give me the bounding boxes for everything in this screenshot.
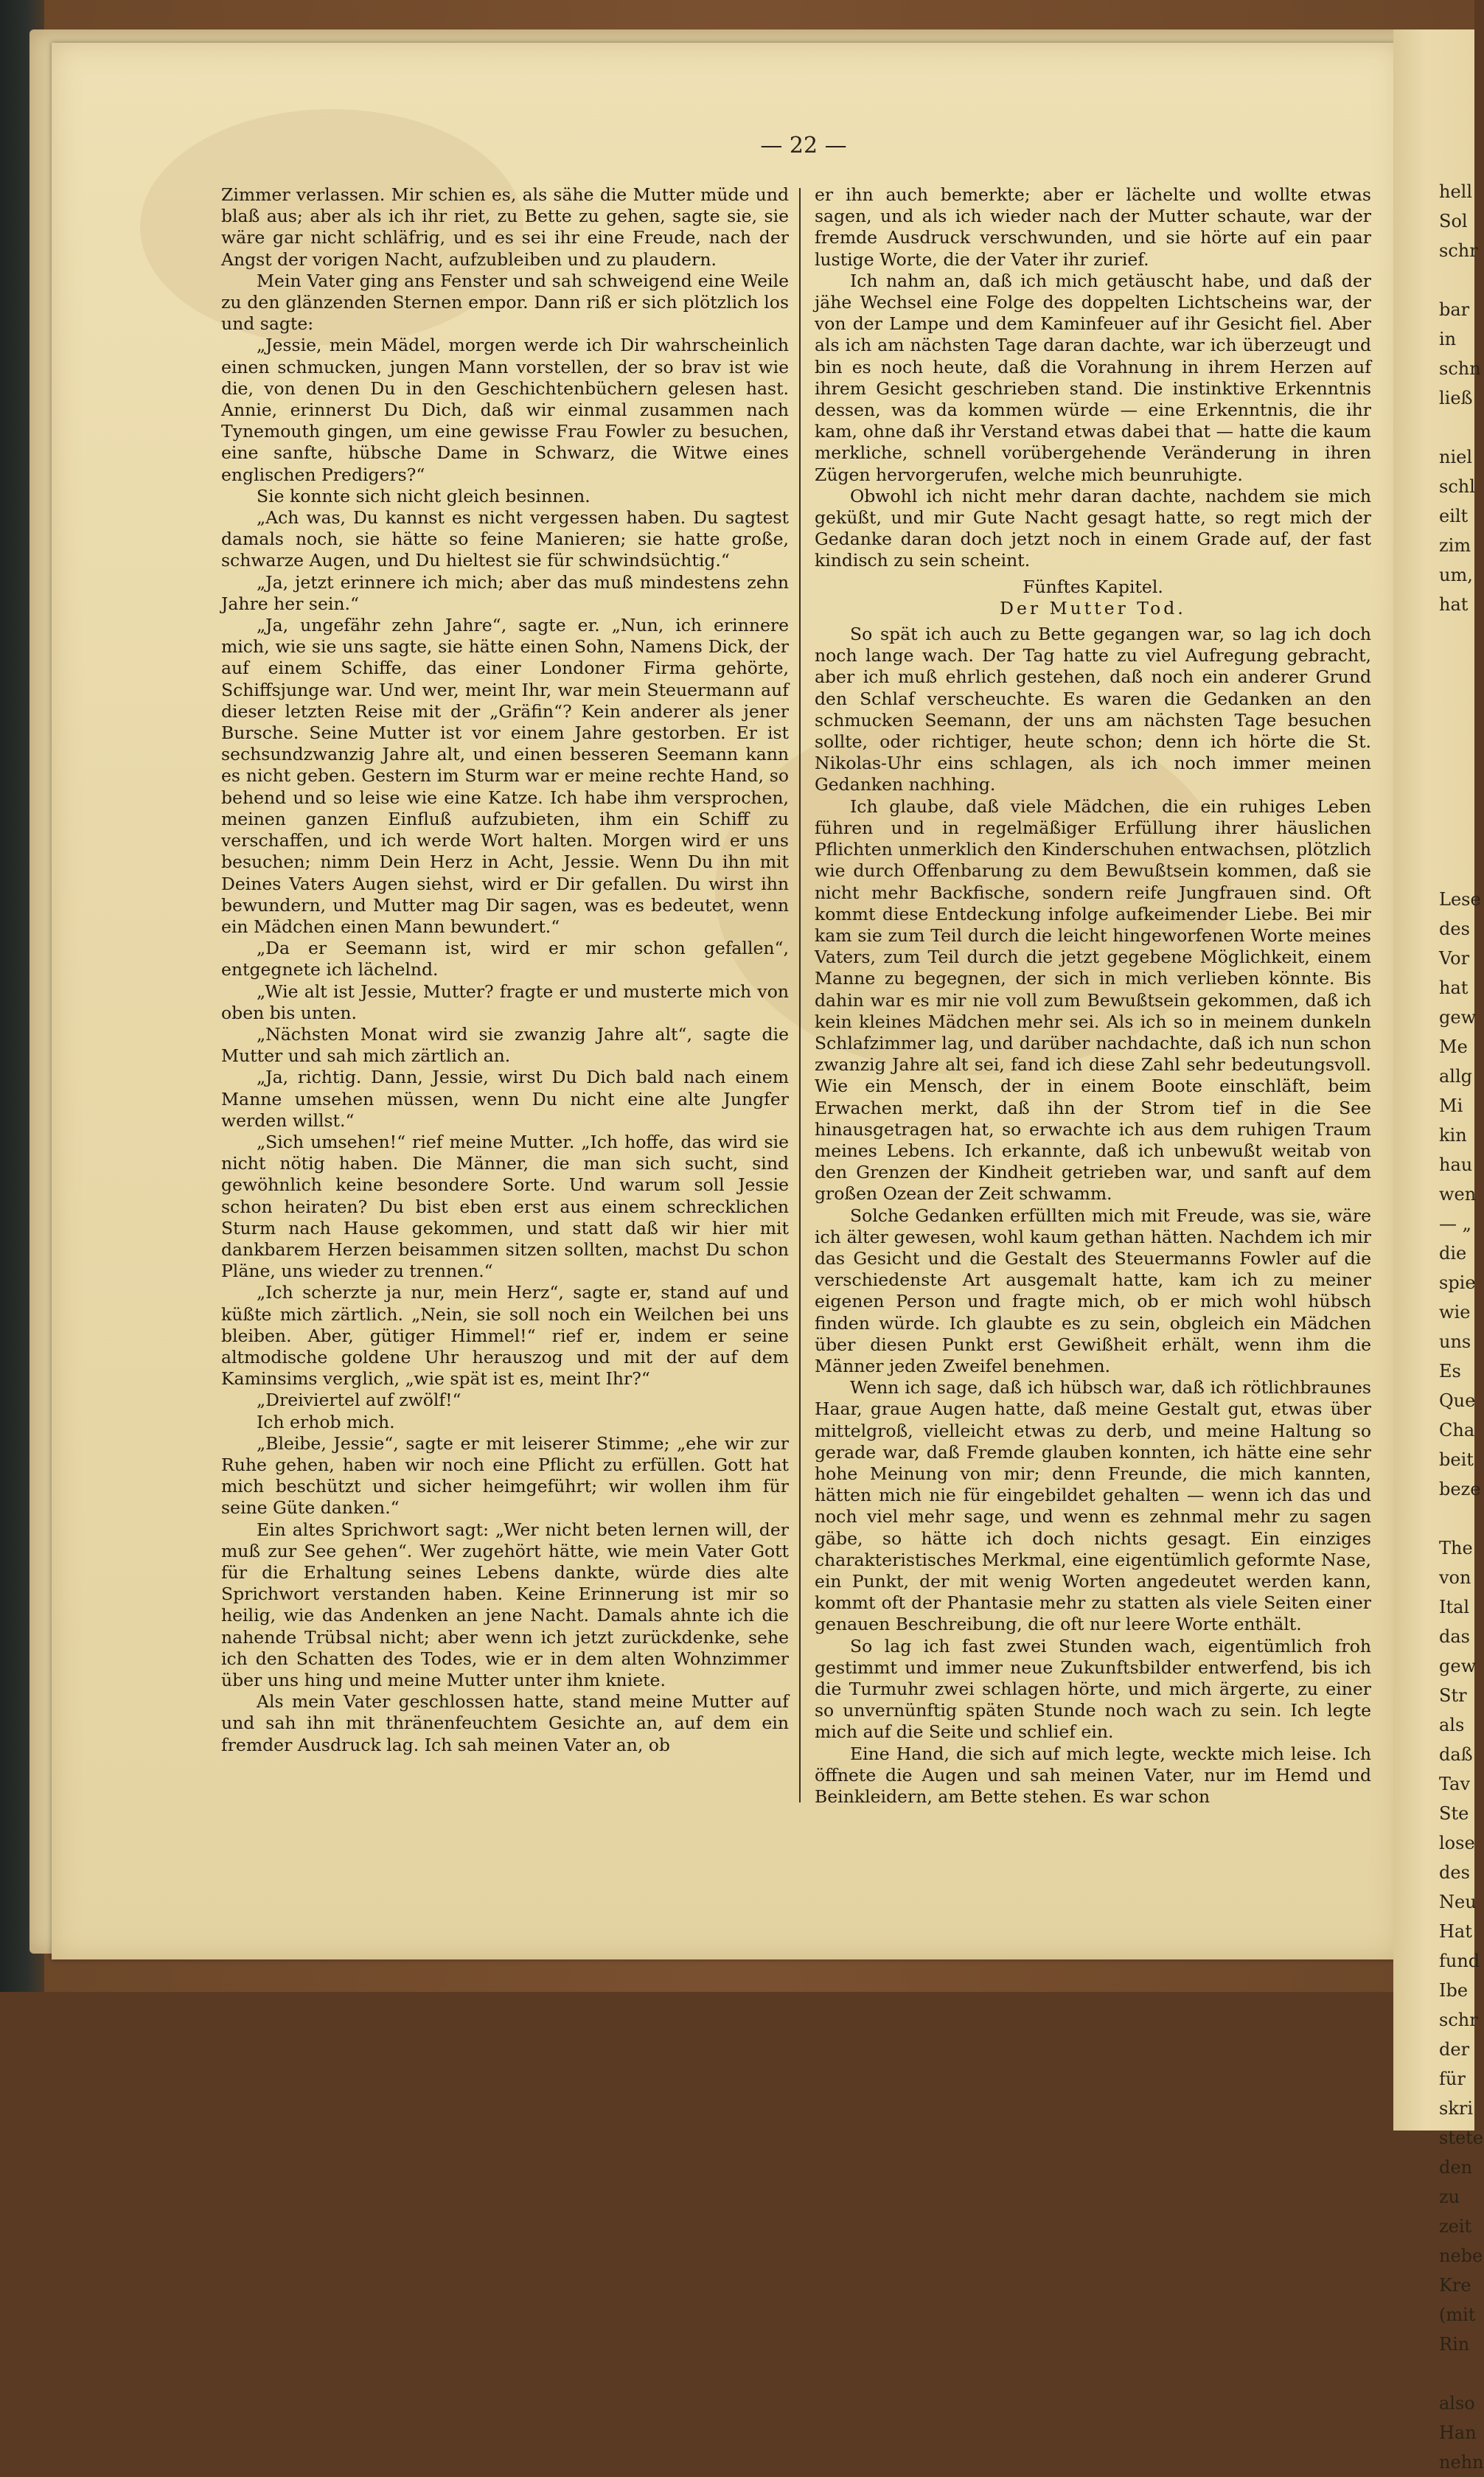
chapter-title: Fünftes Kapitel. [1023,576,1163,597]
paragraph: „Nächsten Monat wird sie zwanzig Jahre alt“, sagte die Mutter und sah mich zärtlich an. [221,1023,789,1067]
edge-text-fragment: hat [1439,978,1469,998]
edge-text-fragment: beit [1439,1449,1474,1470]
paragraph: „Wie alt ist Jessie, Mutter? fragte er und musterte mich von oben bis unten. [221,980,789,1023]
edge-text-fragment: Vor [1439,948,1470,969]
edge-text-fragment: zeit [1439,2216,1472,2237]
edge-text-fragment: Que [1439,1390,1476,1411]
edge-text-fragment: nehn [1439,2452,1484,2473]
paragraph: Obwohl ich nicht mehr daran dachte, nachdem sie mich geküßt, und mir Gute Nacht gesagt hatte, so regt mich der Gedanke daran doch jetzt noch in einem Grade auf, der fast kindisch zu sein scheint. [815,485,1371,571]
edge-text-fragment: nebe [1439,2246,1483,2266]
left-text-column [221,184,789,1756]
edge-text-fragment [1439,737,1474,767]
edge-text-fragment: ließ [1439,388,1473,408]
right-column-lower-text [815,624,1371,1808]
edge-text-fragment: der [1439,2039,1470,2060]
paragraph: „Da er Seemann ist, wird er mir schon gefallen“, entgegnete ich lächelnd. [221,938,789,980]
paragraph: Ein altes Sprichwort sagt: „Wer nicht beten lernen will, der muß zur See gehen“. Wer zugehört hätte, wie mein Vater Gott für die Erhaltung seines Lebens dankte, würde dies alte Sprichwort verstanden haben. Keine Erinnerung ist mir so heilig, wie das Andenken an jene Nacht. Damals ahnte ich die nahende Trübsal nicht; aber wenn ich jetzt zurückdenke, sehe ich den Schatten des Todes, wie er in dem alten Wohnzimmer über uns hing und meine Mutter unter ihm kniete. [221,1519,789,1691]
edge-text-fragment: Sol [1439,211,1468,231]
paragraph: Zimmer verlassen. Mir schien es, als sähe die Mutter müde und blaß aus; aber als ich ihr riet, zu Bette zu gehen, sagte sie, sie wäre gar nicht schläfrig, und es sei ihr eine Freude, nach der Angst der vorigen Nacht, aufzubleiben und zu plaudern. [221,184,789,270]
page-number: — 22 — [760,133,847,158]
edge-text-fragment: hau [1439,1154,1473,1175]
edge-text-fragment: Han [1439,2422,1477,2443]
paragraph: Ich glaube, daß viele Mädchen, die ein ruhiges Leben führen und in regelmäßiger Erfüllung ihrer häuslichen Pflichten unmerklich den Kinderschuhen entwachsen, plötzlich wie durch Offenbarung zu dem Bewußtsein kommen, daß sie nicht mehr Backfische, sondern reife Jungfrauen sind. Oft kommt diese Entdeckung infolge aufkeimender Liebe. Bei mir kam sie zum Teil durch die leicht hingeworfenen Worte meines Vaters, zum Teil durch die jetzt gegebene Möglichkeit, einem Manne zu begegnen, der sich in mich verlieben könnte. Bis dahin war es mir nie voll zum Bewußtsein gekommen, daß ich kein kleines Mädchen mehr sei. Als ich so in meinem dunkeln Schlafzimmer lag, und darüber nachdachte, daß ich nun schon zwanzig Jahre alt sei, fand ich diese Zahl sehr bedeutungsvoll. Wie ein Mensch, der in einem Boote einschläft, beim Erwachen merkt, daß ihn der Strom tief in die See hinausgetragen hat, so erwachte ich aus dem ruhigen Traum meines Lebens. Ich erkannte, daß ich unbewußt weitab von den Grenzen der Kindheit getrieben war, und sanft auf dem großen Ozean der Zeit schwamm. [815,795,1371,1205]
edge-text-fragment: daß [1439,1744,1473,1765]
paragraph: „Dreiviertel auf zwölf!“ [257,1390,461,1411]
edge-text-fragment: Ste [1439,1803,1469,1824]
column-divider [799,188,801,1802]
edge-text-fragment [1439,708,1474,737]
edge-text-fragment: Str [1439,1685,1467,1706]
edge-text-fragment: gew [1439,1007,1477,1028]
paragraph: Mein Vater ging ans Fenster und sah schweigend eine Weile zu den glänzenden Sternen empor. Dann riß er sich plötzlich los und sagte: [221,270,789,335]
edge-text-fragment: Ital [1439,1597,1470,1617]
edge-text-fragment [1439,767,1474,796]
edge-text-fragment: hat [1439,594,1469,615]
edge-text-fragment: die [1439,1243,1467,1264]
edge-text-fragment: Mi [1439,1095,1463,1116]
right-column-upper-text [815,184,1371,572]
edge-text-fragment: Lese [1439,889,1481,910]
paragraph: So spät ich auch zu Bette gegangen war, so lag ich doch noch lange wach. Der Tag hatte zu viel Aufregung gebracht, aber ich muß ehrlich gestehen, daß noch ein anderer Grund den Schlaf verscheuchte. Es waren die Gedanken an den schmucken Seemann, der uns am nächsten Tage besuchen sollte, oder richtiger, heute schon; denn ich hörte die St. Nikolas-Uhr eins schlagen, als ich noch immer meinen Gedanken nachhing. [815,624,1371,795]
edge-text-fragment [1439,855,1474,885]
paragraph: „Ja, jetzt erinnere ich mich; aber das muß mindestens zehn Jahre her sein.“ [221,571,789,614]
paragraph: So lag ich fast zwei Stunden wach, eigentümlich froh gestimmt und immer neue Zukunftsbilder entwerfend, bis ich die Turmuhr zwei schlagen hörte, und mich ärgerte, zu einer so unvernünftig späten Stunde noch wach zu sein. Ich legte mich auf die Seite und schlief ein. [815,1635,1371,1743]
edge-text-fragment [1439,1504,1474,1533]
paragraph: Solche Gedanken erfüllten mich mit Freude, was sie, wäre ich älter gewesen, wohl kaum gethan hätten. Nachdem ich mir das Gesicht und die Gestalt des Steuermanns Fowler auf die verschiedenste Art ausgemalt hatte, kam ich zu meiner eigenen Person und fragte mich, ob er mich wohl hübsch finden würde. Ich glaubte es zu sein, obgleich ein Mädchen über diesen Punkt erst Gewißheit erhält, wenn ihm die Männer jeden Zweifel benehmen. [815,1205,1371,1376]
edge-text-fragment [1439,413,1474,442]
edge-text-fragment: schl [1439,476,1475,497]
edge-text-fragment: des [1439,919,1470,939]
edge-text-fragment: des [1439,1862,1470,1883]
edge-text-fragment: beze [1439,1479,1481,1499]
edge-text-fragment: Ibe [1439,1980,1469,2001]
edge-text-fragment: bar [1439,299,1470,320]
edge-text-fragment: Hat [1439,1921,1472,1942]
paragraph: Ich erhob mich. [257,1411,395,1432]
edge-text-fragment: also [1439,2393,1475,2414]
edge-text-fragment [1439,2359,1474,2389]
edge-text-fragment [1439,619,1474,649]
edge-text-fragment: zim [1439,535,1471,556]
edge-text-fragment: eilt [1439,506,1469,526]
edge-text-fragment: in [1439,329,1457,349]
edge-text-fragment: lose [1439,1833,1475,1853]
edge-text-fragment: als [1439,1715,1465,1735]
edge-text-fragment: schr [1439,2010,1478,2030]
edge-text-fragment: (mit [1439,2304,1476,2325]
paragraph: Eine Hand, die sich auf mich legte, weckte mich leise. Ich öffnete die Augen und sah meinen Vater, nur im Hemd und Beinkleidern, am Bette stehen. Es war schon [815,1743,1371,1808]
paragraph: Sie konnte sich nicht gleich besinnen. [257,485,591,506]
edge-text-fragment: skri [1439,2098,1474,2119]
edge-text-fragment: Es [1439,1361,1461,1382]
edge-text-fragment: wen [1439,1184,1477,1205]
chapter-subtitle: Der Mutter Tod. [1000,597,1186,619]
edge-text-fragment [1439,796,1474,826]
paragraph: „Ja, richtig. Dann, Jessie, wirst Du Dich bald nach einem Manne umsehen müssen, wenn Du nicht eine alte Jungfer werden willst.“ [221,1067,789,1131]
paragraph: Als mein Vater geschlossen hatte, stand meine Mutter auf und sah ihn mit thränenfeuchtem Gesichte an, auf dem ein fremder Ausdruck lag. Ich sah meinen Vater an, ob [221,1691,789,1755]
edge-text-fragment: um, [1439,565,1473,585]
edge-text-fragment: stete [1439,2128,1484,2148]
paragraph: „Ja, ungefähr zehn Jahre“, sagte er. „Nun, ich erinnere mich, wie sie uns sagte, sie hätte einen Sohn, Namens Dick, der auf einem Schiffe, das einer Londoner Firma gehörte, Schiffsjunge war. Und wer, meint Ihr, war mein Steuermann auf dieser letzten Reise mit der „Gräfin“? Kein anderer als jener Bursche. Seine Mutter ist vor einem Jahre gestorben. Er ist sechsundzwanzig Jahre alt, und einen besseren Seemann kann es nicht geben. Gestern im Sturm war er meine rechte Hand, so behend und so leise wie eine Katze. Ich habe ihm versprochen, meinen ganzen Einfluß aufzubieten, ihm ein Schiff zu verschaffen, und ich werde Wort halten. Morgen wird er uns besuchen; nimm Dein Herz in Acht, Jessie. Wenn Du ihn mit Deines Vaters Augen siehst, wird er Dir gefallen. Du wirst ihn bewundern, und Mutter mag Dir sagen, was es bedeutet, wenn ein Mädchen einen Mann bewundert.“ [221,615,789,937]
paragraph: „Jessie, mein Mädel, morgen werde ich Dir wahrscheinlich einen schmucken, jungen Mann vorstellen, der so brav ist wie die, von denen Du in den Geschichtenbüchern gelesen hast. Annie, erinnerst Du Dich, daß wir einmal zusammen nach Tynemouth gingen, um eine gewisse Frau Fowler zu besuchen, eine sanfte, hübsche Dame in Schwarz, die Witwe eines englischen Predigers?“ [221,335,789,485]
paragraph: „Bleibe, Jessie“, sagte er mit leiserer Stimme; „ehe wir zur Ruhe gehen, haben wir noch eine Pflicht zu erfüllen. Gott hat mich beschützt und sicher heimgeführt; wir wollen ihm für seine Güte danken.“ [221,1432,789,1519]
edge-text-fragment: Cha [1439,1420,1475,1440]
edge-text-fragment [1439,678,1474,708]
paragraph: Ich nahm an, daß ich mich getäuscht habe, und daß der jähe Wechsel eine Folge des doppelten Lichtscheins war, der von der Lampe und dem Kaminfeuer auf ihr Gesicht fiel. Aber als ich am nächsten Tage daran dachte, war ich überzeugt und bin es noch heute, daß die Vorahnung in ihrem Herzen auf ihrem Gesicht geschrieben stand. Die instinktive Erkenntnis dessen, was da kommen würde — eine Erkenntnis, die ihr kam, ohne daß ihr Verstand etwas dabei that — hatte die kaum merkliche, schnell vorübergehende Veränderung in ihren Zügen hervorgerufen, welche mich beunruhigte. [815,270,1371,485]
edge-text-fragment: Tav [1439,1774,1471,1794]
paragraph: „Ich scherzte ja nur, mein Herz“, sagte er, stand auf und küßte mich zärtlich. „Nein, sie soll noch ein Weilchen bei uns bleiben. Aber, gütiger Himmel!“ rief er, indem er seine altmodische goldene Uhr herauszog und mit der auf dem Kaminsims verglich, „wie spät ist es, meint Ihr?“ [221,1282,789,1390]
edge-text-fragment: Neu [1439,1892,1477,1912]
edge-text-fragment [1439,649,1474,678]
edge-text-fragment: allg [1439,1066,1473,1087]
edge-text-fragment: fund [1439,1951,1480,1971]
edge-text-fragment [1439,265,1474,295]
edge-text-fragment: zu [1439,2187,1460,2207]
edge-text-fragment: The [1439,1538,1473,1558]
next-page-edge [1393,29,1484,2473]
edge-text-fragment: wie [1439,1302,1471,1323]
edge-text-fragment: schr [1439,240,1478,261]
edge-text-fragment: gew [1439,1656,1477,1676]
right-text-column [815,184,1371,1808]
edge-text-fragment: hell [1439,181,1473,202]
edge-text-fragment: Rin [1439,2334,1470,2355]
edge-text-fragment: kin [1439,1125,1467,1146]
edge-text-fragment: Kre [1439,2275,1471,2296]
edge-text-fragment: Me [1439,1037,1468,1057]
paragraph: er ihn auch bemerkte; aber er lächelte und wollte etwas sagen, und als ich wieder nach der Mutter schaute, war der fremde Ausdruck verschwunden, und sie hörte auf ein paar lustige Worte, die der Vater ihr zurief. [815,184,1371,270]
edge-text-fragment [1439,826,1474,855]
paragraph: „Ach was, Du kannst es nicht vergessen haben. Du sagtest damals noch, sie hätte so feine Manieren; sie hatte große, schwarze Augen, und Du hieltest sie für schwindsüchtig.“ [221,507,789,571]
edge-text-fragment: spie [1439,1272,1476,1293]
edge-text-fragment: niel [1439,447,1473,467]
edge-text-fragment: den [1439,2157,1473,2178]
edge-text-fragment: — „ [1439,1213,1472,1234]
edge-text-fragment: schn [1439,358,1481,379]
edge-text-fragment: von [1439,1567,1471,1588]
paragraph: Wenn ich sage, daß ich hübsch war, daß ich rötlichbraunes Haar, graue Augen hatte, daß meine Gestalt gut, etwas über mittelgroß, vielleicht etwas zu derb, und meine Haltung so gerade war, daß Fremde glauben konnten, ich hätte eine sehr hohe Meinung von mir; denn Freunde, die mich kannten, hätten mich nie für eingebildet gehalten — wenn ich das und noch viel mehr sage, und wenn es zehnmal mehr zu sagen gäbe, so hätte ich doch nichts gesagt. Ein einziges charakteristisches Merkmal, eine eigentümlich geformte Nase, ein Punkt, der mit wenig Worten angedeutet werden kann, kommt oft der Phantasie mehr zu statten als viele Seiten einer genauen Beschreibung, die oft nur leere Worte enthält. [815,1377,1371,1635]
edge-text-fragment: das [1439,1626,1470,1647]
edge-text-fragment: uns [1439,1331,1471,1352]
paragraph: „Sich umsehen!“ rief meine Mutter. „Ich hoffe, das wird sie nicht nötig haben. Die Männer, die man sich sucht, sind gewöhnlich keine besondere Sorte. Und warum soll Jessie schon heiraten? Du bist eben erst aus einem schrecklichen Sturm nach Hause gekommen, und statt daß wir hier mit dankbarem Herzen beisammen sitzen sollten, machst Du schon Pläne, uns wieder zu trennen.“ [221,1131,789,1282]
edge-text-fragment: für [1439,2069,1466,2089]
